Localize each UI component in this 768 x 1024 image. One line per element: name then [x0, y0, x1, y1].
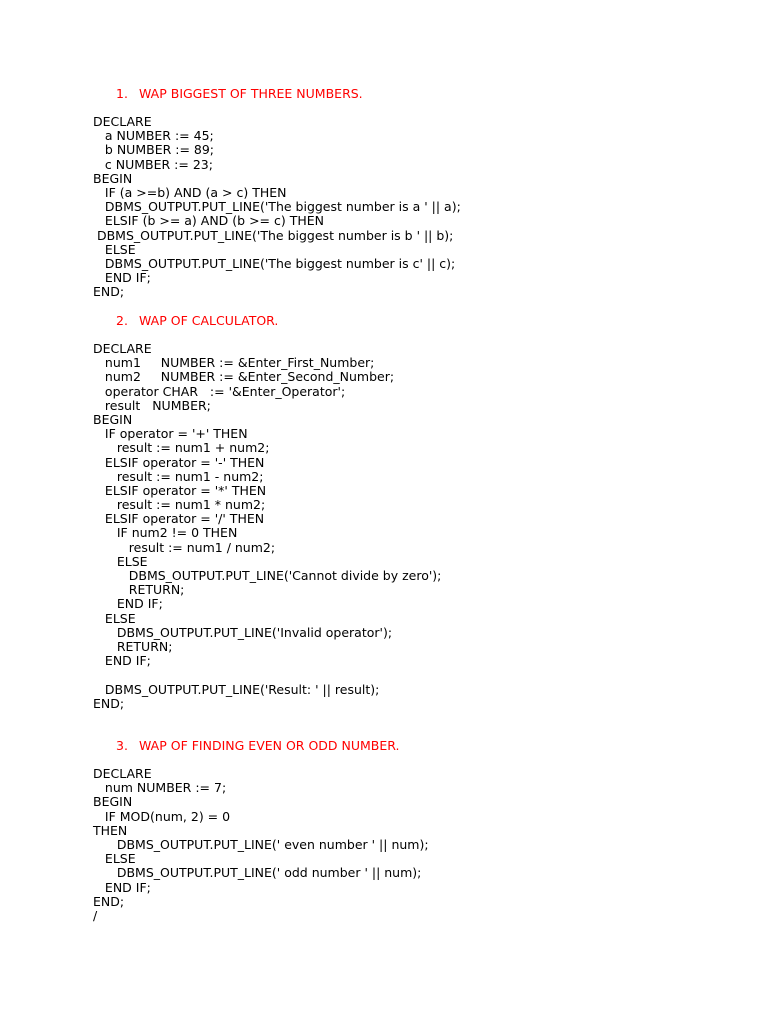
code-line: DBMS_OUTPUT.PUT_LINE('Cannot divide by zero');: [93, 568, 442, 583]
code-line: BEGIN: [93, 794, 133, 810]
code-line: ELSE: [93, 241, 136, 257]
code-line: END IF;: [93, 270, 151, 286]
code-line: ELSE: [93, 851, 136, 867]
section-number-1: 1.: [116, 86, 128, 101]
code-line: num NUMBER := 7;: [93, 780, 227, 796]
code-line: ELSIF operator = '-' THEN: [93, 454, 265, 470]
code-line: DBMS_OUTPUT.PUT_LINE(' even number ' || num);: [93, 836, 429, 852]
section-title-1: WAP BIGGEST OF THREE NUMBERS.: [139, 86, 363, 101]
section-heading-2: [116, 314, 278, 328]
code-line: num1 NUMBER := &Enter_First_Number;: [93, 355, 375, 371]
code-line: IF num2 != 0 THEN: [93, 525, 238, 541]
code-line: result := num1 - num2;: [93, 468, 264, 484]
code-line: END;: [93, 284, 125, 300]
code-line: a NUMBER := 45;: [93, 128, 214, 144]
code-line: END;: [93, 893, 125, 909]
code-line: DBMS_OUTPUT.PUT_LINE(' odd number ' || num);: [93, 865, 422, 881]
code-line: DBMS_OUTPUT.PUT_LINE('The biggest number is b ' || b);: [93, 227, 454, 243]
code-line: DECLARE: [93, 341, 152, 356]
code-line: IF (a >=b) AND (a > c) THEN: [93, 184, 287, 200]
section-heading-3: [116, 739, 400, 753]
code-line: ELSE: [93, 610, 136, 626]
code-line: THEN: [93, 822, 128, 838]
code-line: ELSIF (b >= a) AND (b >= c) THEN: [93, 213, 324, 229]
code-line: DECLARE: [93, 766, 152, 781]
code-line: ELSIF operator = '*' THEN: [93, 482, 267, 498]
code-block-2: [93, 342, 441, 711]
code-block-1: [93, 115, 461, 299]
section-number-3: 3.: [116, 738, 128, 753]
code-block-3: [93, 767, 429, 923]
code-line: DBMS_OUTPUT.PUT_LINE('The biggest number is a ' || a);: [93, 199, 461, 215]
section-title-3: WAP OF FINDING EVEN OR ODD NUMBER.: [139, 738, 400, 753]
code-line: operator CHAR := '&Enter_Operator';: [93, 383, 346, 399]
code-line: BEGIN: [93, 411, 133, 427]
code-line: result NUMBER;: [93, 397, 211, 413]
code-line: DBMS_OUTPUT.PUT_LINE('Invalid operator');: [93, 624, 393, 640]
code-line: result := num1 * num2;: [93, 497, 266, 513]
section-number-2: 2.: [116, 313, 128, 328]
code-line: ELSIF operator = '/' THEN: [93, 511, 265, 527]
code-line: DBMS_OUTPUT.PUT_LINE('The biggest number is c' || c);: [93, 255, 456, 271]
code-line: result := num1 + num2;: [93, 440, 270, 456]
code-line: IF MOD(num, 2) = 0: [93, 808, 231, 824]
code-line: num2 NUMBER := &Enter_Second_Number;: [93, 369, 395, 385]
code-line: [93, 668, 441, 682]
code-line: result := num1 / num2;: [93, 539, 276, 555]
code-line: END IF;: [93, 596, 163, 612]
code-line: END;: [93, 695, 125, 711]
code-line: END IF;: [93, 653, 151, 669]
code-line: END IF;: [93, 879, 151, 895]
code-line: /: [93, 907, 98, 923]
section-title-2: WAP OF CALCULATOR.: [139, 313, 279, 328]
code-line: DBMS_OUTPUT.PUT_LINE('Result: ' || result);: [93, 681, 380, 697]
code-line: ELSE: [93, 553, 148, 569]
code-line: RETURN;: [93, 582, 185, 598]
code-line: RETURN;: [93, 638, 173, 654]
code-line: BEGIN: [93, 170, 133, 186]
code-line: b NUMBER := 89;: [93, 142, 215, 158]
section-heading-1: [116, 87, 363, 101]
code-line: c NUMBER := 23;: [93, 156, 213, 172]
code-line: DECLARE: [93, 114, 152, 129]
code-line: IF operator = '+' THEN: [93, 426, 248, 442]
